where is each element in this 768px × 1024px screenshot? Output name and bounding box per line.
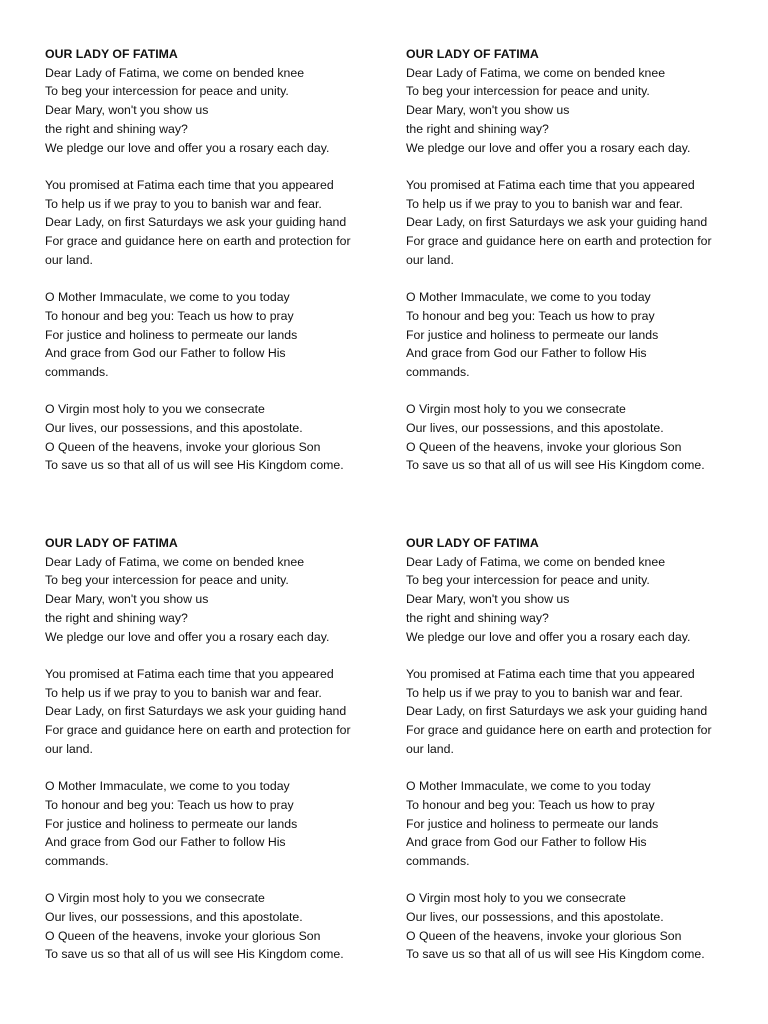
prayer-line: To beg your intercession for peace and unity. [406, 573, 650, 588]
prayer-line: To beg your intercession for peace and unity. [45, 573, 289, 588]
prayer-stanza [406, 777, 736, 871]
prayer-line: O Virgin most holy to you we consecrate [45, 891, 265, 906]
prayer-line: Dear Lady, on first Saturdays we ask your guiding hand [406, 215, 708, 230]
prayer-line: commands. [45, 853, 109, 868]
prayer-line: O Queen of the heavens, invoke your glorious Son [45, 928, 321, 943]
prayer-line: To honour and beg you: Teach us how to pray [406, 797, 655, 812]
prayer-stanza [45, 64, 375, 158]
prayer-line: O Queen of the heavens, invoke your glorious Son [406, 439, 682, 454]
prayer-line: commands. [406, 853, 470, 868]
prayer-line: the right and shining way? [45, 610, 188, 625]
prayer-line: Our lives, our possessions, and this apostolate. [45, 910, 303, 925]
prayer-line: O Mother Immaculate, we come to you today [45, 779, 290, 794]
prayer-line: You promised at Fatima each time that you appeared [45, 177, 334, 192]
prayer-line: To save us so that all of us will see His Kingdom come. [45, 458, 344, 473]
prayer-line: To help us if we pray to you to banish war and fear. [45, 685, 322, 700]
prayer-card [45, 534, 375, 964]
prayer-line: To save us so that all of us will see His Kingdom come. [45, 947, 344, 962]
prayer-stanza [406, 665, 736, 759]
prayer-line: We pledge our love and offer you a rosary each day. [45, 629, 330, 644]
prayer-line: To help us if we pray to you to banish war and fear. [45, 196, 322, 211]
prayer-line: To help us if we pray to you to banish war and fear. [406, 196, 683, 211]
prayer-line: You promised at Fatima each time that you appeared [45, 666, 334, 681]
prayer-line: Dear Lady, on first Saturdays we ask your guiding hand [45, 215, 347, 230]
prayer-stanza [45, 665, 375, 759]
prayer-stanza [45, 777, 375, 871]
prayer-line: And grace from God our Father to follow His [45, 835, 286, 850]
prayer-title: OUR LADY OF FATIMA [45, 47, 178, 61]
prayer-line: O Queen of the heavens, invoke your glorious Son [406, 928, 682, 943]
prayer-line: O Mother Immaculate, we come to you today [45, 290, 290, 305]
prayer-line: To honour and beg you: Teach us how to pray [45, 308, 294, 323]
prayer-line: To help us if we pray to you to banish war and fear. [406, 685, 683, 700]
prayer-card [406, 45, 736, 475]
prayer-line: Our lives, our possessions, and this apostolate. [45, 421, 303, 436]
prayer-line: our land. [406, 741, 454, 756]
prayer-line: Dear Lady of Fatima, we come on bended knee [406, 65, 666, 80]
prayer-line: the right and shining way? [406, 610, 549, 625]
prayer-line: We pledge our love and offer you a rosary each day. [406, 140, 691, 155]
prayer-line: To honour and beg you: Teach us how to pray [45, 797, 294, 812]
prayer-line: To beg your intercession for peace and unity. [406, 84, 650, 99]
prayer-stanza [45, 176, 375, 270]
prayer-stanza [406, 400, 736, 475]
prayer-stanza [45, 889, 375, 964]
prayer-line: Dear Lady of Fatima, we come on bended knee [406, 554, 666, 569]
prayer-stanza [406, 553, 736, 647]
prayer-line: To save us so that all of us will see His Kingdom come. [406, 947, 705, 962]
prayer-line: For justice and holiness to permeate our lands [45, 816, 298, 831]
prayer-line: commands. [406, 364, 470, 379]
prayer-title: OUR LADY OF FATIMA [406, 47, 539, 61]
prayer-stanza [406, 288, 736, 382]
prayer-line: We pledge our love and offer you a rosary each day. [406, 629, 691, 644]
prayer-line: To beg your intercession for peace and unity. [45, 84, 289, 99]
prayer-line: For justice and holiness to permeate our lands [406, 327, 659, 342]
prayer-stanza [45, 553, 375, 647]
prayer-line: For justice and holiness to permeate our lands [406, 816, 659, 831]
prayer-stanza [406, 889, 736, 964]
prayer-line: For grace and guidance here on earth and protection for [406, 234, 712, 249]
prayer-line: O Virgin most holy to you we consecrate [406, 891, 626, 906]
prayer-line: And grace from God our Father to follow His [406, 346, 647, 361]
prayer-line: You promised at Fatima each time that you appeared [406, 666, 695, 681]
prayer-line: Dear Lady of Fatima, we come on bended knee [45, 554, 305, 569]
prayer-line: Our lives, our possessions, and this apostolate. [406, 910, 664, 925]
prayer-line: Dear Mary, won't you show us [406, 103, 570, 118]
prayer-line: O Virgin most holy to you we consecrate [45, 402, 265, 417]
prayer-line: To honour and beg you: Teach us how to pray [406, 308, 655, 323]
prayer-line: the right and shining way? [406, 121, 549, 136]
prayer-line: Dear Lady of Fatima, we come on bended knee [45, 65, 305, 80]
prayer-line: And grace from God our Father to follow His [406, 835, 647, 850]
prayer-stanza [45, 288, 375, 382]
prayer-card [406, 534, 736, 964]
prayer-line: our land. [45, 252, 93, 267]
prayer-line: For grace and guidance here on earth and protection for [406, 723, 712, 738]
prayer-line: Dear Lady, on first Saturdays we ask your guiding hand [406, 704, 708, 719]
prayer-title: OUR LADY OF FATIMA [406, 536, 539, 550]
prayer-line: our land. [406, 252, 454, 267]
prayer-line: Dear Mary, won't you show us [45, 103, 209, 118]
prayer-line: O Queen of the heavens, invoke your glorious Son [45, 439, 321, 454]
prayer-line: the right and shining way? [45, 121, 188, 136]
prayer-line: our land. [45, 741, 93, 756]
prayer-line: O Mother Immaculate, we come to you today [406, 290, 651, 305]
prayer-line: And grace from God our Father to follow His [45, 346, 286, 361]
prayer-line: For grace and guidance here on earth and protection for [45, 723, 351, 738]
prayer-line: For justice and holiness to permeate our lands [45, 327, 298, 342]
prayer-stanza [45, 400, 375, 475]
prayer-line: Dear Lady, on first Saturdays we ask your guiding hand [45, 704, 347, 719]
prayer-line: To save us so that all of us will see His Kingdom come. [406, 458, 705, 473]
prayer-line: commands. [45, 364, 109, 379]
prayer-line: O Mother Immaculate, we come to you today [406, 779, 651, 794]
prayer-line: Dear Mary, won't you show us [406, 592, 570, 607]
prayer-line: You promised at Fatima each time that you appeared [406, 177, 695, 192]
prayer-card [45, 45, 375, 475]
prayer-line: Dear Mary, won't you show us [45, 592, 209, 607]
prayer-line: We pledge our love and offer you a rosary each day. [45, 140, 330, 155]
prayer-stanza [406, 176, 736, 270]
prayer-line: O Virgin most holy to you we consecrate [406, 402, 626, 417]
prayer-line: For grace and guidance here on earth and protection for [45, 234, 351, 249]
prayer-line: Our lives, our possessions, and this apostolate. [406, 421, 664, 436]
prayer-stanza [406, 64, 736, 158]
prayer-title: OUR LADY OF FATIMA [45, 536, 178, 550]
